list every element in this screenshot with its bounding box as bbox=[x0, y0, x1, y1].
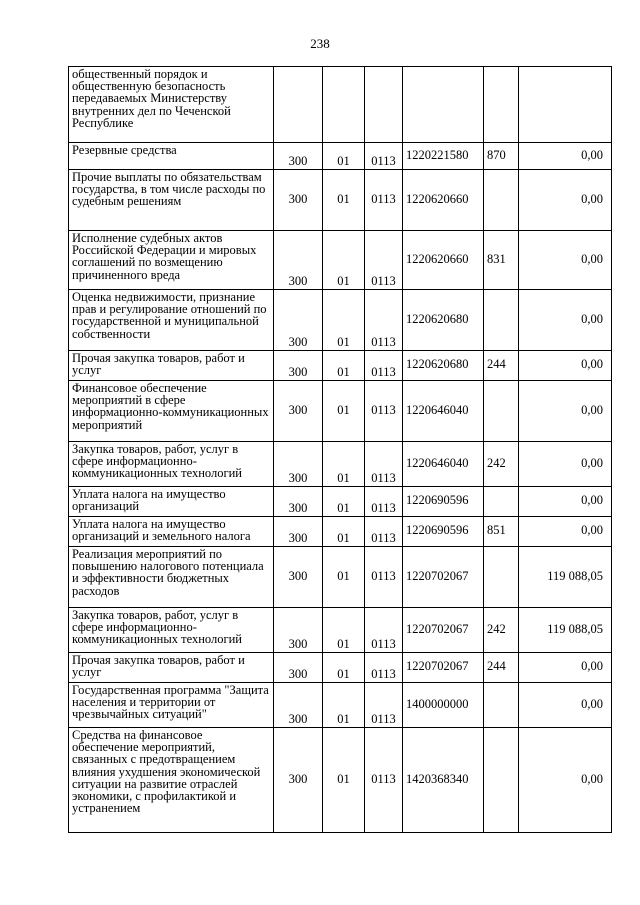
admin-code-cell: 300 bbox=[274, 290, 323, 351]
subsection-code-cell: 0113 bbox=[365, 170, 403, 231]
table-row bbox=[69, 517, 612, 547]
expense-type-cell bbox=[484, 487, 519, 517]
table-row bbox=[69, 487, 612, 517]
expense-type-cell: 244 bbox=[484, 653, 519, 683]
target-article-cell: 1400000000 bbox=[403, 683, 484, 728]
row-name-cell: Средства на финансовое обеспечение мероприятий, связанных с предотвращением влияния ухудшения экономической ситуации на развитие отраслей экономики, с профилактикой и устранением bbox=[69, 728, 274, 833]
expense-type-cell bbox=[484, 170, 519, 231]
table-row bbox=[69, 608, 612, 653]
admin-code-cell: 300 bbox=[274, 517, 323, 547]
target-article-cell: 1220702067 bbox=[403, 547, 484, 608]
row-name-cell: общественный порядок и общественную безопасность передаваемых Министерству внутренних дел по Чеченской Республике bbox=[69, 67, 274, 143]
row-name-cell: Государственная программа "Защита населения и территории от чрезвычайных ситуаций" bbox=[69, 683, 274, 728]
admin-code-cell: 300 bbox=[274, 143, 323, 170]
admin-code-cell: 300 bbox=[274, 381, 323, 442]
amount-cell: 0,00 bbox=[519, 351, 612, 381]
table-row bbox=[69, 547, 612, 608]
amount-cell: 119 088,05 bbox=[519, 608, 612, 653]
row-name-cell: Уплата налога на имущество организаций и земельного налога bbox=[69, 517, 274, 547]
admin-code-cell bbox=[274, 67, 323, 143]
expense-type-cell: 244 bbox=[484, 351, 519, 381]
section-code-cell: 01 bbox=[323, 143, 365, 170]
expense-type-cell bbox=[484, 381, 519, 442]
target-article-cell: 1220646040 bbox=[403, 442, 484, 487]
admin-code-cell: 300 bbox=[274, 547, 323, 608]
table-row bbox=[69, 728, 612, 833]
section-code-cell bbox=[323, 67, 365, 143]
section-code-cell: 01 bbox=[323, 608, 365, 653]
admin-code-cell: 300 bbox=[274, 231, 323, 290]
table-row bbox=[69, 231, 612, 290]
section-code-cell: 01 bbox=[323, 231, 365, 290]
expense-type-cell bbox=[484, 547, 519, 608]
table-row bbox=[69, 143, 612, 170]
table-row bbox=[69, 67, 612, 143]
row-name-cell: Уплата налога на имущество организаций bbox=[69, 487, 274, 517]
amount-cell: 0,00 bbox=[519, 653, 612, 683]
admin-code-cell: 300 bbox=[274, 683, 323, 728]
table-row bbox=[69, 351, 612, 381]
admin-code-cell: 300 bbox=[274, 728, 323, 833]
subsection-code-cell: 0113 bbox=[365, 143, 403, 170]
admin-code-cell: 300 bbox=[274, 442, 323, 487]
admin-code-cell: 300 bbox=[274, 351, 323, 381]
row-name-cell: Прочая закупка товаров, работ и услуг bbox=[69, 351, 274, 381]
amount-cell: 0,00 bbox=[519, 487, 612, 517]
amount-cell: 0,00 bbox=[519, 683, 612, 728]
amount-cell: 0,00 bbox=[519, 290, 612, 351]
section-code-cell: 01 bbox=[323, 290, 365, 351]
row-name-cell: Исполнение судебных актов Российской Федерации и мировых соглашений по возмещению причиненного вреда bbox=[69, 231, 274, 290]
expense-type-cell bbox=[484, 728, 519, 833]
subsection-code-cell: 0113 bbox=[365, 517, 403, 547]
table-row bbox=[69, 381, 612, 442]
subsection-code-cell: 0113 bbox=[365, 290, 403, 351]
amount-cell: 0,00 bbox=[519, 381, 612, 442]
amount-cell: 0,00 bbox=[519, 442, 612, 487]
subsection-code-cell: 0113 bbox=[365, 547, 403, 608]
target-article-cell: 1220620660 bbox=[403, 231, 484, 290]
expense-type-cell bbox=[484, 683, 519, 728]
subsection-code-cell: 0113 bbox=[365, 487, 403, 517]
expense-type-cell bbox=[484, 67, 519, 143]
amount-cell bbox=[519, 67, 612, 143]
row-name-cell: Прочие выплаты по обязательствам государства, в том числе расходы по судебным решениям bbox=[69, 170, 274, 231]
row-name-cell: Закупка товаров, работ, услуг в сфере информационно-коммуникационных технологий bbox=[69, 608, 274, 653]
expense-type-cell: 242 bbox=[484, 608, 519, 653]
expense-type-cell: 870 bbox=[484, 143, 519, 170]
expense-type-cell: 242 bbox=[484, 442, 519, 487]
admin-code-cell: 300 bbox=[274, 487, 323, 517]
admin-code-cell: 300 bbox=[274, 170, 323, 231]
table-row bbox=[69, 170, 612, 231]
row-name-cell: Реализация мероприятий по повышению налогового потенциала и эффективности бюджетных расходов bbox=[69, 547, 274, 608]
row-name-cell: Финансовое обеспечение мероприятий в сфере информационно-коммуникационных мероприятий bbox=[69, 381, 274, 442]
row-name-cell: Оценка недвижимости, признание прав и регулирование отношений по государственной и муниципальной собственности bbox=[69, 290, 274, 351]
amount-cell: 0,00 bbox=[519, 231, 612, 290]
section-code-cell: 01 bbox=[323, 517, 365, 547]
target-article-cell: 1220221580 bbox=[403, 143, 484, 170]
section-code-cell: 01 bbox=[323, 487, 365, 517]
subsection-code-cell: 0113 bbox=[365, 231, 403, 290]
expense-type-cell bbox=[484, 290, 519, 351]
target-article-cell bbox=[403, 67, 484, 143]
target-article-cell: 1220690596 bbox=[403, 487, 484, 517]
amount-cell: 119 088,05 bbox=[519, 547, 612, 608]
expense-type-cell: 851 bbox=[484, 517, 519, 547]
target-article-cell: 1220620680 bbox=[403, 290, 484, 351]
subsection-code-cell: 0113 bbox=[365, 653, 403, 683]
section-code-cell: 01 bbox=[323, 351, 365, 381]
subsection-code-cell: 0113 bbox=[365, 608, 403, 653]
subsection-code-cell bbox=[365, 67, 403, 143]
section-code-cell: 01 bbox=[323, 381, 365, 442]
amount-cell: 0,00 bbox=[519, 517, 612, 547]
admin-code-cell: 300 bbox=[274, 653, 323, 683]
target-article-cell: 1220646040 bbox=[403, 381, 484, 442]
table-row bbox=[69, 290, 612, 351]
amount-cell: 0,00 bbox=[519, 728, 612, 833]
expense-type-cell: 831 bbox=[484, 231, 519, 290]
table-row bbox=[69, 442, 612, 487]
target-article-cell: 1220702067 bbox=[403, 608, 484, 653]
section-code-cell: 01 bbox=[323, 683, 365, 728]
section-code-cell: 01 bbox=[323, 653, 365, 683]
amount-cell: 0,00 bbox=[519, 170, 612, 231]
section-code-cell: 01 bbox=[323, 728, 365, 833]
table-row bbox=[69, 683, 612, 728]
subsection-code-cell: 0113 bbox=[365, 683, 403, 728]
subsection-code-cell: 0113 bbox=[365, 442, 403, 487]
section-code-cell: 01 bbox=[323, 442, 365, 487]
target-article-cell: 1220702067 bbox=[403, 653, 484, 683]
target-article-cell: 1220690596 bbox=[403, 517, 484, 547]
row-name-cell: Прочая закупка товаров, работ и услуг bbox=[69, 653, 274, 683]
budget-table bbox=[68, 66, 612, 833]
table-row bbox=[69, 653, 612, 683]
amount-cell: 0,00 bbox=[519, 143, 612, 170]
target-article-cell: 1220620680 bbox=[403, 351, 484, 381]
page-number: 238 bbox=[310, 36, 330, 51]
subsection-code-cell: 0113 bbox=[365, 351, 403, 381]
subsection-code-cell: 0113 bbox=[365, 381, 403, 442]
row-name-cell: Резервные средства bbox=[69, 143, 274, 170]
section-code-cell: 01 bbox=[323, 547, 365, 608]
subsection-code-cell: 0113 bbox=[365, 728, 403, 833]
target-article-cell: 1220620660 bbox=[403, 170, 484, 231]
admin-code-cell: 300 bbox=[274, 608, 323, 653]
row-name-cell: Закупка товаров, работ, услуг в сфере информационно-коммуникационных технологий bbox=[69, 442, 274, 487]
section-code-cell: 01 bbox=[323, 170, 365, 231]
target-article-cell: 1420368340 bbox=[403, 728, 484, 833]
